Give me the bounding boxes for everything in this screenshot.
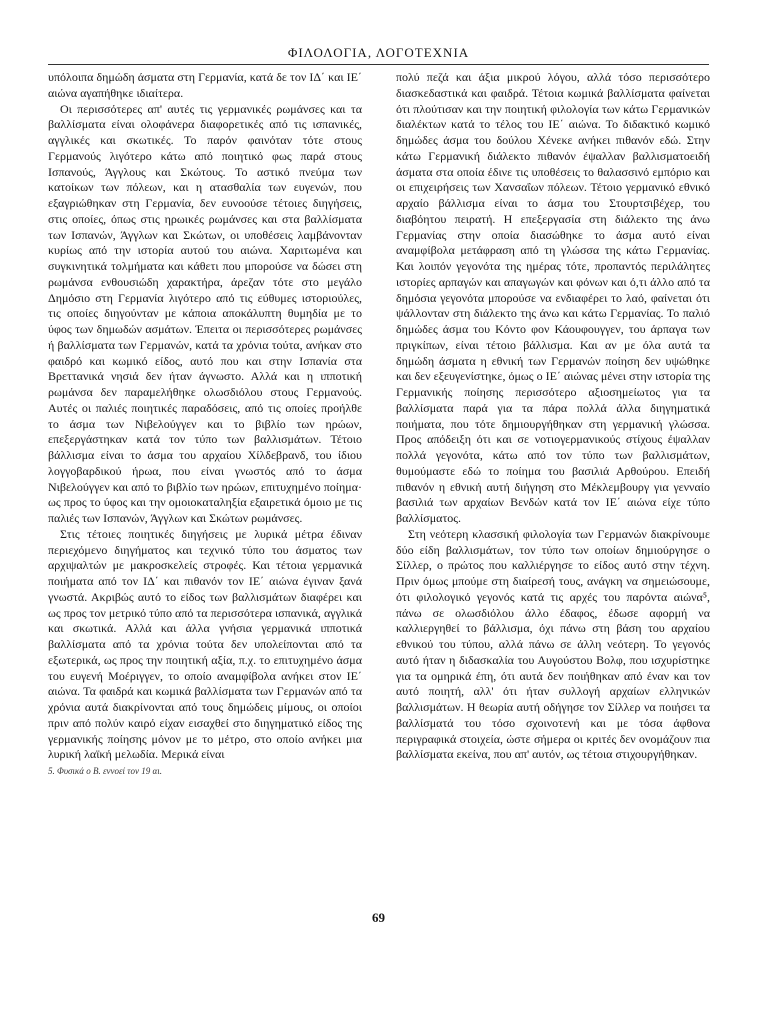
paragraph: πολύ πεζά και άξια μικρού λόγου, αλλά τόσο περισσότερο διασκεδαστικά και φαιδρά. Τέτοια κωμικά βαλλίσματα φαίνεται ότι πλούτισαν και την ποιητική φιλολογία των κάτω Γερμανικών διαλέκτων κατά το τέλος του ΙΕ΄ αιώνα. Το διδακτικό κωμικό δημώδες άσμα του δούλου Χένεκε ανήκει πιθανόν εδώ. Στην κάτω Γερμανική διάλεκτο πιθανόν έψαλλαν βαλλισματοειδή άσματα στα οποία έδινε τις υποθέσεις το θαλασσινό εμπόριο και οι επιχειρήσεις των Χανσαΐων πόλεων. Τέτοιο γερμανικό εθνικό αρχαίο βάλλισμα είναι το άσμα του Στουρτσιβέχερ, του διαβόητου πειρατή. Η επεξεργασία στη διάλεκτο της άνω Γερμανίας στην οποία διασώθηκε το άσμα αυτό είναι αναμφίβολα μετάφραση από τη γλώσσα της κάτω Γερμανίας. Και λοιπόν γεγονότα της ημέρας τότε, προπαντός περιλάλητες ιστορίες αρπαγών και απαγωγών και φόνων και ό,τι άλλο από τα δημόσια γεγονότα μπορούσε να ενδιαφέρει το λαό, φαίνεται ότι ψάλλονταν στη διάλεκτο της άνω και κάτω Γερμανίας. Το παλιό δημώδες άσμα του Κόντο φον Κάουφουγγεν, του άρπαγα των πριγκίπων, είναι τέτοιο βάλλισμα. Και αν με όλα αυτά τα δημώδη άσματα η εθνική των Γερμανών ποίηση δεν υψώθηκε και δεν εξευγενίστηκε, όμως ο ΙΕ΄ αιώνας μένει στην ιστορία της Γερμανικής ποίησης περισσότερο αξιοσημείωτος για τα βαλλίσματα παρά για τα πάρα πολλά άλλα διηγηματικά ποιήματα, που τότε δημιουργήθηκαν στη γερμανική γλώσσα. Προς απόδειξη ότι και σε νοτιογερμανικούς στίχους έψαλλαν πολλά γεγονότα, κάτω από τον τύπο των βαλλισμάτων, θυμούμαστε εδώ το ποίημα του βασιλιά Αρθούρου. Επειδή πιθανόν η εθνική αυτή διήγηση στο Μέκλεμβουργ για γενναίο βασιλιά των αρχαίων Βενδών κατά τον ΙΕ΄ αιώνα είχε τύπο βαλλίσματος. [396, 70, 710, 525]
page-number: 69 [372, 910, 385, 925]
left-column [48, 70, 362, 777]
paragraph: Στη νεότερη κλασσική φιλολογία των Γερμανών διακρίνουμε δύο είδη βαλλισμάτων, τον τύπο των οποίων δημιούργησε ο Σίλλερ, ο πρώτος που καλλιέργησε το είδος αυτό στην τέχνη. Πριν όμως μπούμε στη διαίρεσή τους, ανάγκη να σημειώσουμε, ότι φιλολογικό γεγονός κατά τις αρχές του παρόντα αιώνα⁵, πάνω σε ολωσδιόλου άλλο έδαφος, έδωσε αφορμή να καλλιεργηθεί το βάλλισμα, όχι πάνω στη βάση του αρχαίου εθνικού του τύπου, αλλά πάνω σε άλλη νεότερη. Το γεγονός αυτό ήταν η διδασκαλία του Αυγούστου Βολφ, που ισχυρίστηκε για τα ομηρικά έπη, ότι αυτά δεν ποιήθηκαν από έναν και τον αυτό ποιητή, αλλ' ότι ήταν συλλογή αρχαίων ελληνικών βαλλισμάτων. Η θεωρία αυτή οδήγησε τον Σίλλερ να ποιήσει τα βαλλίσματά του τόσο σχοινοτενή και με τόσα άφθονα περιγραφικά στοιχεία, ώστε σήμερα οι κριτές δεν ονομάζουν πια βαλλίσματα εκείνα, που απ' αυτόν, ως τέτοια στιχουργήθηκαν. [396, 526, 710, 762]
paragraph: υπόλοιπα δημώδη άσματα στη Γερμανία, κατά δε τον ΙΔ΄ και ΙΕ΄ αιώνα αγαπήθηκε ιδιαίτερα. [48, 70, 362, 100]
header-rule [48, 64, 709, 65]
running-head: ΦΙΛΟΛΟΓΙΑ, ΛΟΓΟΤΕΧΝΙΑ [287, 45, 470, 60]
right-column [396, 70, 710, 763]
footnote: 5. Φυσικά ο Β. εννοεί τον 19 αι. [48, 766, 162, 776]
paragraph: Οι περισσότερες απ' αυτές τις γερμανικές ρωμάνσες και τα βαλλίσματα είναι ολοφάνερα διαφορετικές από τις ισπανικές, αγγλικές και σκωτικές. Το παρόν φαινόταν τότε στους Γερμανούς λιγότερο κάτω από ποιητικό φως παρά στους Ισπανούς, Άγγλους και Σκώτους. Το αστικό πνεύμα των κατοίκων των πόλεων, και η ατασθαλία των ευγενών, που εξαγριώθηκαν στη Γερμανία, δεν ευνοούσε τέτοιες διηγήσεις, στις οποίες, όπως στις ηρωικές ρωμάνσες και στα βαλλίσματα των Ισπανών, Άγγλων και Σκώτων, οι υποθέσεις λαμβάνονταν κυρίως από την ιστορία αυτού του αιώνα. Χαριτωμένα και συγκινητικά τολμήματα και κάθετι που μπορούσε να δώσει στη ρωμάνσα ενθουσιώδη χαρακτήρα, άρεζαν τότε στο μεγάλο Δημόσιο στη Γερμανία λιγότερο από τις εύθυμες ιστοριούλες, τις οποίες διηγούνταν με κάποια αποκάλυπτη θυμηδία με το ύφος των δημωδών ασμάτων. Έπειτα οι περισσότερες ρωμάνσες ή βαλλίσματα των Γερμανών, κατά τα χρόνια τούτα, ανήκαν στο φαιδρό και κωμικό είδος, αυτό που και στην Ισπανία στα Βρεττανικά νησιά δεν ήταν άγνωστο. Αλλά και η ιπποτική ρωμάνσα δεν παραμελήθηκε ολωσδιόλου στους Γερμανούς. Αυτές οι παλιές ποιητικές παραδόσεις, από τις οποίες προήλθε το άσμα των Νιβελούγγεν και το βιβλίο των ηρώων, επεξεργάστηκαν κατά τον τύπο των βαλλισμάτων. Τέτοιο βάλλισμα είναι το άσμα του αρχαίου Χίλδεβρανδ, του ίδιου λογγοβαρδικού ήρωα, που είναι γνωστός από το άσμα Νιβελούγγεν και από το βιβλίο των ηρώων, επιτυχημένο ποίημα· ως προς το ύφος και την ομοιοκαταληξία εξαιρετικά όμοιο με τις παλιές των Ισπανών, Άγγλων και Σκώτων ρωμάνσες. [48, 101, 362, 525]
paragraph: Στις τέτοιες ποιητικές διηγήσεις με λυρικά μέτρα έδιναν περιεχόμενο διηγήματος και τεχνικό τύπο του άσματος των αρχιψαλτών με μακροσκελείς στροφές. Και τέτοια γερμανικά ποιήματα από τον ΙΔ΄ και πιθανόν τον ΙΕ΄ αιώνα έγιναν ξανά γνωστά. Ακριβώς αυτό το είδος των βαλλισμάτων διαφέρει και ως προς τον μετρικό τύπο από τα περισσότερα ισπανικά, αγγλικά και σκωτικά. Αλλά και άλλα γνήσια γερμανικά ιπποτικά βαλλίσματα από τα χρόνια τούτα δεν υπολείπονται από τα εξωτερικά, ως προς την ποιητική αξία, π.χ. το επιτυχημένο άσμα του ευγενή Μοέριγγεν, το οποίο αναμφίβολα ανήκει στον ΙΕ΄ αιώνα. Τα φαιδρά και κωμικά βαλλίσματα των Γερμανών από τα χρόνια αυτά διακρίνονται από τους δημώδεις μίμους, οι οποίοι πριν από πολύν καιρό είχαν εισαχθεί στο διηγηματικό είδος της γερμανικής ποίησης μόνον με το μέτρο, στο οποίο ανήκει μια λυρική λαϊκή μελωδία. Μερικά είναι [48, 526, 362, 762]
